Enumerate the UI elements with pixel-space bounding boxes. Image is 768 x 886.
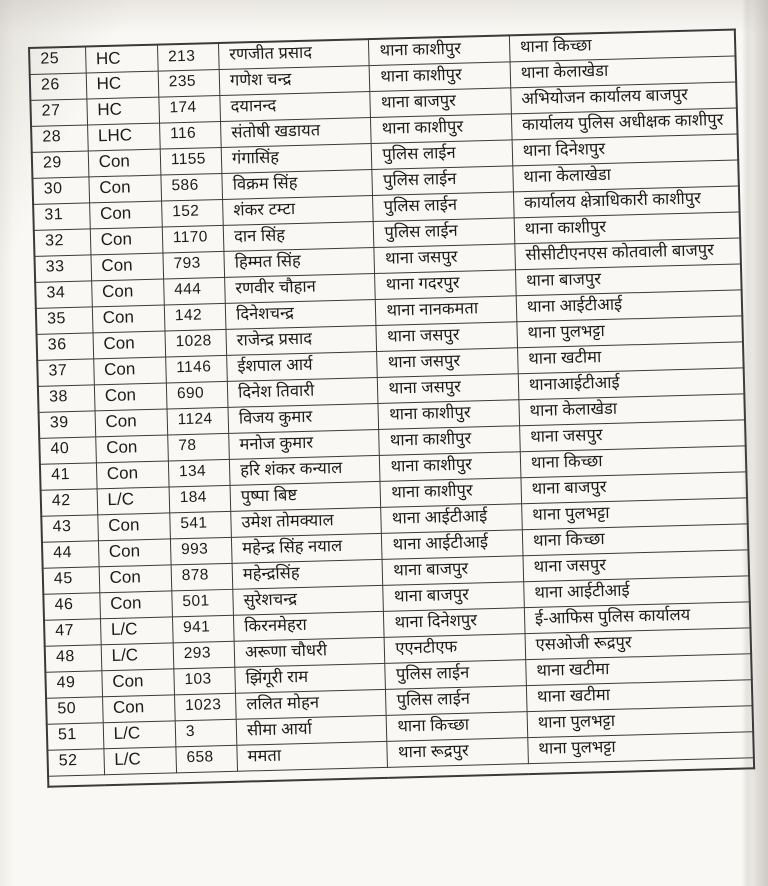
cell-name: ललित मोहन bbox=[236, 689, 387, 719]
cell-rank: Con bbox=[89, 201, 162, 229]
cell-serial-number: 48 bbox=[45, 644, 102, 671]
cell-name: महेन्द्रसिंह bbox=[232, 559, 383, 589]
cell-current-posting: थाना गदरपुर bbox=[375, 269, 516, 299]
cell-serial-number: 52 bbox=[47, 748, 104, 775]
cell-new-posting: थाना किच्छा bbox=[522, 523, 748, 555]
cell-serial-number: 34 bbox=[35, 280, 92, 307]
cell-serial-number: 28 bbox=[31, 124, 88, 151]
cell-badge-number: 134 bbox=[168, 459, 230, 487]
cell-new-posting: एसओजी रूद्रपुर bbox=[525, 627, 751, 659]
cell-rank: L/C bbox=[97, 486, 170, 514]
cell-current-posting: थाना जसपुर bbox=[378, 373, 519, 403]
cell-current-posting: थाना बाजपुर bbox=[370, 87, 511, 117]
cell-current-posting: पुलिस लाईन bbox=[372, 165, 513, 195]
cell-rank: Con bbox=[95, 434, 168, 462]
cell-new-posting: कार्यालय क्षेत्राधिकारी काशीपुर bbox=[513, 185, 739, 217]
cell-rank: LHC bbox=[87, 123, 160, 151]
cell-name: राजेन्द्र प्रसाद bbox=[226, 325, 377, 355]
cell-name: दिनेश तिवारी bbox=[227, 377, 378, 407]
cell-rank: L/C bbox=[101, 642, 174, 670]
cell-new-posting: कार्यालय पुलिस अधीक्षक काशीपुर bbox=[511, 107, 737, 139]
cell-badge-number: 1170 bbox=[162, 225, 224, 253]
cell-badge-number: 444 bbox=[163, 277, 225, 305]
cell-serial-number: 45 bbox=[43, 566, 100, 593]
cell-rank: Con bbox=[99, 564, 172, 592]
cell-current-posting: थाना आईटीआई bbox=[382, 529, 523, 559]
cell-serial-number: 49 bbox=[45, 670, 102, 697]
cell-serial-number: 26 bbox=[30, 72, 87, 99]
cell-new-posting: थाना दिनेशपुर bbox=[512, 133, 738, 165]
cell-new-posting: थाना पुलभट्टा bbox=[517, 315, 743, 347]
cell-new-posting: थाना केलाखेडा bbox=[510, 55, 736, 87]
cell-badge-number: 941 bbox=[172, 615, 234, 643]
cell-badge-number: 235 bbox=[158, 69, 220, 97]
cell-rank: Con bbox=[101, 668, 174, 696]
cell-new-posting: थाना खटीमा bbox=[526, 653, 752, 685]
cell-current-posting: पुलिस लाईन bbox=[385, 659, 526, 689]
cell-name: दयानन्द bbox=[220, 91, 371, 121]
cell-serial-number: 36 bbox=[37, 332, 94, 359]
cell-new-posting: थाना खटीमा bbox=[517, 341, 743, 373]
cell-rank: HC bbox=[85, 45, 158, 73]
cell-current-posting: थाना दिनेशपुर bbox=[384, 607, 525, 637]
cell-badge-number: 213 bbox=[157, 43, 219, 71]
cell-badge-number: 690 bbox=[166, 381, 228, 409]
cell-rank: L/C bbox=[103, 720, 176, 748]
cell-current-posting: थाना काशीपुर bbox=[380, 451, 521, 481]
cell-badge-number: 793 bbox=[163, 251, 225, 279]
cell-badge-number: 142 bbox=[164, 303, 226, 331]
cell-name: अरूणा चौधरी bbox=[234, 637, 385, 667]
cell-badge-number: 152 bbox=[161, 199, 223, 227]
cell-badge-number: 184 bbox=[169, 485, 231, 513]
document-sheet bbox=[28, 28, 755, 787]
cell-name: महेन्द्र सिंह नयाल bbox=[231, 533, 382, 563]
cell-name: संतोषी खडायत bbox=[221, 117, 372, 147]
cell-badge-number: 586 bbox=[161, 173, 223, 201]
cell-badge-number: 1124 bbox=[167, 407, 229, 435]
cell-rank: Con bbox=[93, 331, 166, 359]
cell-current-posting: पुलिस लाईन bbox=[374, 217, 515, 247]
cell-serial-number: 37 bbox=[37, 358, 94, 385]
cell-name: शंकर टम्टा bbox=[223, 195, 374, 225]
cell-serial-number: 44 bbox=[42, 540, 99, 567]
cell-rank: Con bbox=[99, 590, 172, 618]
cell-serial-number: 25 bbox=[29, 47, 86, 74]
cell-new-posting: थाना केलाखेडा bbox=[513, 159, 739, 191]
cell-serial-number: 40 bbox=[39, 436, 96, 463]
cell-name: दिनेशचन्द्र bbox=[225, 299, 376, 329]
cell-current-posting: थाना जसपुर bbox=[376, 321, 517, 351]
cell-name: हरि शंकर कन्याल bbox=[229, 455, 380, 485]
cell-serial-number: 46 bbox=[43, 592, 100, 619]
cell-rank: L/C bbox=[104, 746, 177, 774]
cell-current-posting: थाना जसपुर bbox=[377, 347, 518, 377]
cell-serial-number: 51 bbox=[47, 722, 104, 749]
cell-badge-number: 1023 bbox=[174, 693, 236, 721]
cell-rank: HC bbox=[86, 71, 159, 99]
cell-name: गंगासिंह bbox=[221, 143, 372, 173]
cell-name: दान सिंह bbox=[223, 221, 374, 251]
cell-name: हिम्मत सिंह bbox=[224, 247, 375, 277]
cell-serial-number: 47 bbox=[44, 618, 101, 645]
cell-badge-number: 103 bbox=[174, 667, 236, 695]
cell-rank: Con bbox=[91, 253, 164, 281]
cell-serial-number: 38 bbox=[38, 384, 95, 411]
cell-new-posting: सीसीटीएनएस कोतवाली बाजपुर bbox=[515, 237, 741, 269]
cell-current-posting: थाना रूद्रपुर bbox=[387, 737, 528, 767]
transfer-table bbox=[28, 28, 755, 787]
cell-serial-number: 31 bbox=[33, 202, 90, 229]
cell-new-posting: थानाआईटीआई bbox=[518, 367, 744, 399]
cell-current-posting: पुलिस लाईन bbox=[386, 685, 527, 715]
cell-badge-number: 3 bbox=[175, 719, 237, 747]
cell-rank: Con bbox=[89, 175, 162, 203]
cell-name: विक्रम सिंह bbox=[222, 169, 373, 199]
cell-new-posting: थाना खटीमा bbox=[526, 679, 752, 711]
cell-name: किरनमेहरा bbox=[233, 611, 384, 641]
cell-badge-number: 501 bbox=[172, 589, 234, 617]
cell-badge-number: 1028 bbox=[165, 329, 227, 357]
cell-current-posting: थाना बाजपुर bbox=[382, 555, 523, 585]
cell-new-posting: थाना पुलभट्टा bbox=[528, 731, 754, 763]
cell-name: मनोज कुमार bbox=[229, 429, 380, 459]
cell-serial-number: 41 bbox=[40, 462, 97, 489]
cell-rank: Con bbox=[93, 357, 166, 385]
cell-badge-number: 116 bbox=[159, 121, 221, 149]
cell-current-posting: थाना काशीपुर bbox=[370, 61, 511, 91]
cell-new-posting: थाना पुलभट्टा bbox=[527, 705, 753, 737]
cell-badge-number: 993 bbox=[170, 537, 232, 565]
cell-new-posting: थाना पुलभट्टा bbox=[521, 497, 747, 529]
cell-current-posting: थाना काशीपुर bbox=[380, 477, 521, 507]
cell-name: रणजीत प्रसाद bbox=[218, 39, 369, 69]
cell-rank: Con bbox=[91, 279, 164, 307]
cell-new-posting: थाना काशीपुर bbox=[514, 211, 740, 243]
cell-serial-number: 43 bbox=[41, 514, 98, 541]
cell-name: पुष्पा बिष्ट bbox=[230, 481, 381, 511]
cell-current-posting: थाना आईटीआई bbox=[381, 503, 522, 533]
cell-current-posting: थाना काशीपुर bbox=[378, 399, 519, 429]
cell-new-posting: थाना आईटीआई bbox=[516, 289, 742, 321]
cell-current-posting: थाना काशीपुर bbox=[369, 35, 510, 65]
cell-name: सुरेशचन्द्र bbox=[233, 585, 384, 615]
cell-name: गणेश चन्द्र bbox=[219, 65, 370, 95]
cell-rank: Con bbox=[94, 382, 167, 410]
cell-new-posting: थाना किच्छा bbox=[509, 29, 735, 61]
cell-current-posting: एएनटीएफ bbox=[385, 633, 526, 663]
cell-serial-number: 32 bbox=[34, 228, 91, 255]
cell-current-posting: पुलिस लाईन bbox=[373, 191, 514, 221]
cell-rank: Con bbox=[102, 694, 175, 722]
cell-badge-number: 174 bbox=[159, 95, 221, 123]
cell-rank: Con bbox=[98, 538, 171, 566]
cell-name: झिंगूरी राम bbox=[235, 663, 386, 693]
cell-new-posting: ई-आफिस पुलिस कार्यालय bbox=[524, 601, 750, 633]
table-body bbox=[29, 29, 754, 786]
cell-new-posting: थाना जसपुर bbox=[519, 419, 745, 451]
cell-name: रणवीर चौहान bbox=[225, 273, 376, 303]
cell-new-posting: थाना केलाखेडा bbox=[519, 393, 745, 425]
cell-badge-number: 1146 bbox=[166, 355, 228, 383]
cell-badge-number: 541 bbox=[170, 511, 232, 539]
cell-current-posting: थाना काशीपुर bbox=[379, 425, 520, 455]
cell-new-posting: थाना किच्छा bbox=[520, 445, 746, 477]
cell-current-posting: पुलिस लाईन bbox=[372, 139, 513, 169]
cell-serial-number: 29 bbox=[32, 150, 89, 177]
cell-current-posting: थाना नानकमता bbox=[376, 295, 517, 325]
cell-name: ममता bbox=[237, 741, 388, 771]
cell-badge-number: 658 bbox=[176, 745, 238, 773]
cell-serial-number: 30 bbox=[32, 176, 89, 203]
cell-serial-number: 50 bbox=[46, 696, 103, 723]
cell-badge-number: 78 bbox=[168, 433, 230, 461]
cell-current-posting: थाना जसपुर bbox=[374, 243, 515, 273]
cell-badge-number: 1155 bbox=[160, 147, 222, 175]
cell-badge-number: 293 bbox=[173, 641, 235, 669]
cell-rank: L/C bbox=[100, 616, 173, 644]
cell-serial-number: 27 bbox=[30, 98, 87, 125]
cell-current-posting: थाना किच्छा bbox=[387, 711, 528, 741]
cell-rank: Con bbox=[96, 460, 169, 488]
cell-rank: Con bbox=[92, 305, 165, 333]
cell-rank: Con bbox=[95, 408, 168, 436]
cell-rank: Con bbox=[97, 512, 170, 540]
cell-name: विजय कुमार bbox=[228, 403, 379, 433]
cell-new-posting: थाना आईटीआई bbox=[523, 575, 749, 607]
cell-new-posting: अभियोजन कार्यालय बाजपुर bbox=[511, 81, 737, 113]
cell-new-posting: थाना बाजपुर bbox=[521, 471, 747, 503]
cell-current-posting: थाना बाजपुर bbox=[383, 581, 524, 611]
cell-name: ईशपाल आर्य bbox=[227, 351, 378, 381]
cell-rank: Con bbox=[88, 149, 161, 177]
cell-new-posting: थाना जसपुर bbox=[523, 549, 749, 581]
cell-badge-number: 878 bbox=[171, 563, 233, 591]
cell-name: उमेश तोमक्याल bbox=[231, 507, 382, 537]
cell-name: सीमा आर्या bbox=[236, 715, 387, 745]
cell-serial-number: 33 bbox=[34, 254, 91, 281]
cell-rank: HC bbox=[87, 97, 160, 125]
cell-serial-number: 39 bbox=[39, 410, 96, 437]
cell-serial-number: 42 bbox=[41, 488, 98, 515]
cell-new-posting: थाना बाजपुर bbox=[515, 263, 741, 295]
cell-serial-number: 35 bbox=[36, 306, 93, 333]
cell-rank: Con bbox=[90, 227, 163, 255]
cell-current-posting: थाना काशीपुर bbox=[371, 113, 512, 143]
